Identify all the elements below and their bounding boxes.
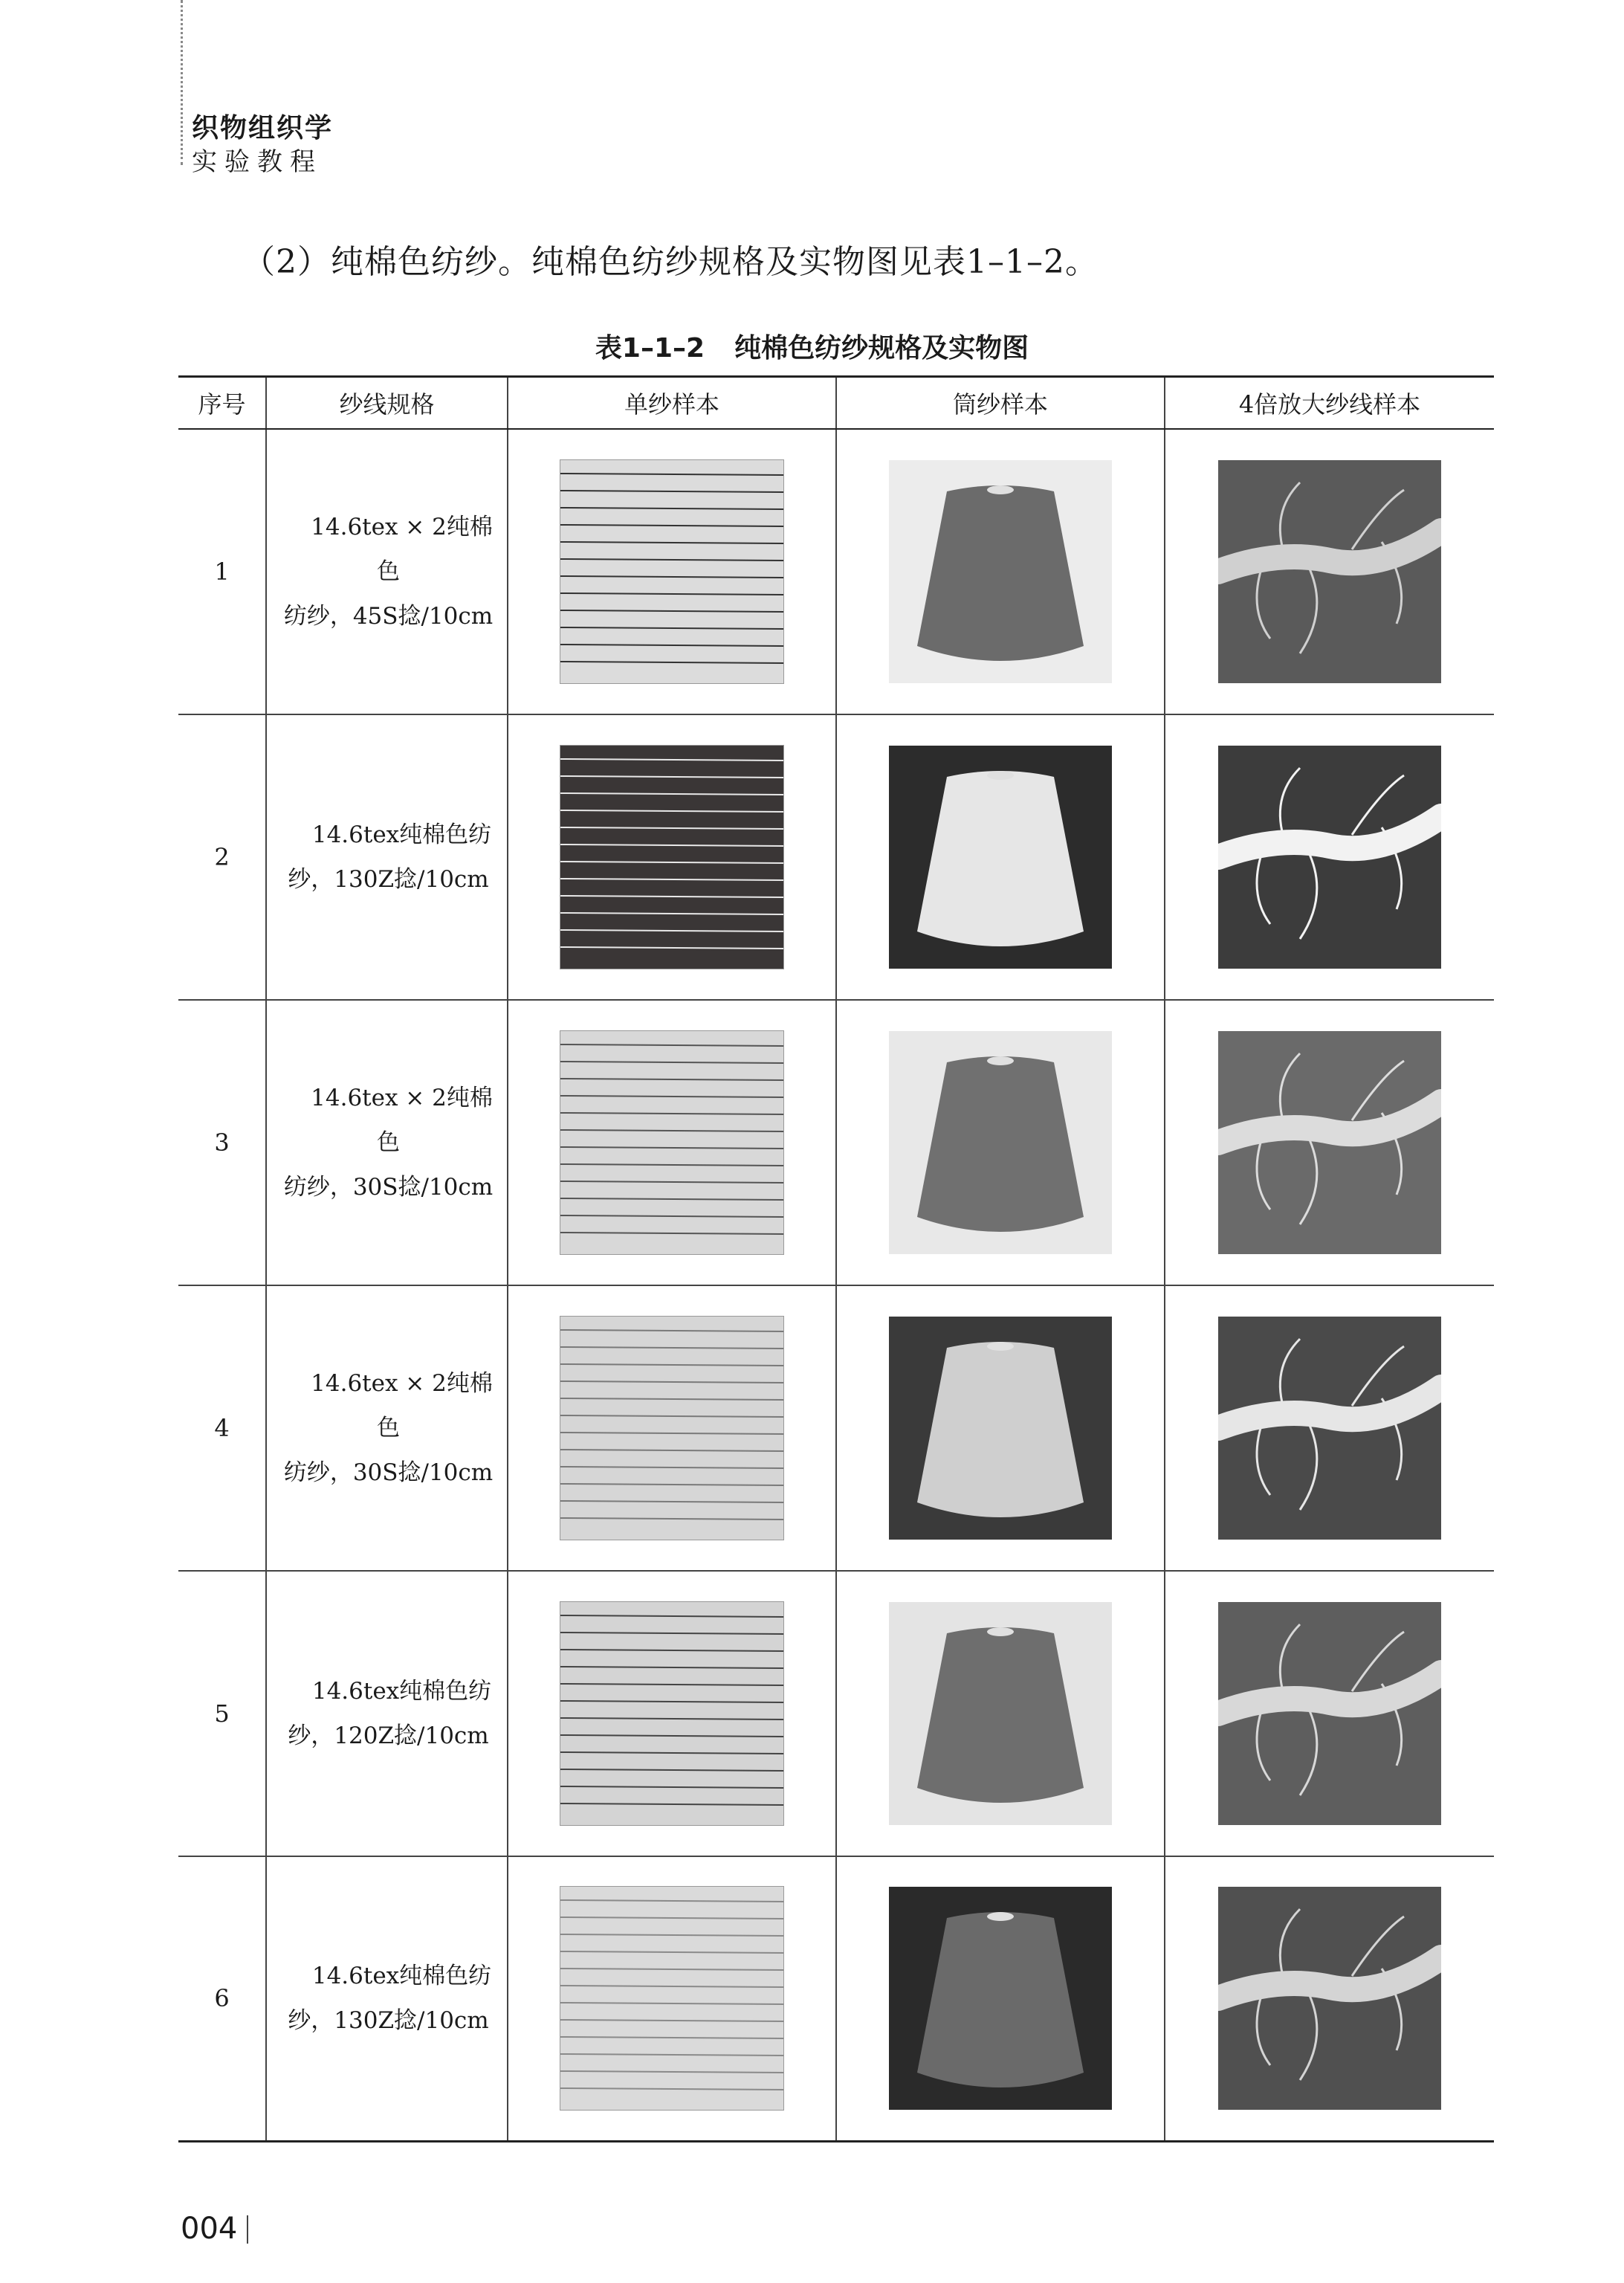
row-yarn-spec bbox=[266, 1571, 508, 1856]
magnified-yarn-cell bbox=[1165, 714, 1494, 1000]
book-subtitle: 实验教程 bbox=[192, 147, 323, 177]
single-yarn-sample-image bbox=[560, 1316, 784, 1540]
magnified-yarn-cell bbox=[1165, 429, 1494, 714]
magnified-yarn-cell bbox=[1165, 1285, 1494, 1571]
yarn-spec-line: 14.6tex × 2纯棉色 bbox=[311, 1369, 493, 1441]
cone-sample-cell bbox=[836, 1285, 1165, 1571]
cone-sample-image bbox=[889, 1317, 1112, 1540]
table-caption bbox=[0, 327, 1624, 365]
single-yarn-sample-image bbox=[560, 1886, 784, 2111]
single-yarn-sample-image bbox=[560, 459, 784, 684]
yarn-spec-line: 纱，120Z捻/10cm bbox=[288, 1722, 489, 1749]
single-yarn-sample-image bbox=[560, 745, 784, 969]
single-yarn-sample-image bbox=[560, 1030, 784, 1255]
page-number: 004 bbox=[181, 2212, 238, 2246]
table-row bbox=[178, 1856, 1494, 2142]
magnified-yarn-image bbox=[1218, 1602, 1441, 1825]
yarn-spec-line: 14.6tex纯棉色纺 bbox=[311, 1677, 492, 1705]
book-title: 织物组织学 bbox=[192, 112, 334, 143]
yarn-spec-line: 纺纱，30S捻/10cm bbox=[283, 1459, 494, 1486]
magnified-yarn-image bbox=[1218, 746, 1441, 969]
magnified-yarn-cell bbox=[1165, 1856, 1494, 2142]
table-row bbox=[178, 429, 1494, 714]
magnified-yarn-image bbox=[1218, 1887, 1441, 2110]
cone-sample-image bbox=[889, 746, 1112, 969]
cone-sample-image bbox=[889, 1887, 1112, 2110]
yarn-spec-line: 14.6tex × 2纯棉色 bbox=[311, 1084, 493, 1156]
row-index: 5 bbox=[178, 1571, 266, 1856]
cone-sample-cell bbox=[836, 1856, 1165, 2142]
table-header-row bbox=[178, 377, 1494, 429]
row-index: 1 bbox=[178, 429, 266, 714]
single-yarn-sample-cell bbox=[508, 1856, 836, 2142]
yarn-spec-line: 14.6tex × 2纯棉色 bbox=[311, 513, 493, 585]
yarn-spec-line: 纱，130Z捻/10cm bbox=[288, 2007, 489, 2035]
cone-sample-cell bbox=[836, 714, 1165, 1000]
single-yarn-sample-cell bbox=[508, 1000, 836, 1285]
table-caption-number: 表1–1–2 bbox=[595, 333, 705, 364]
single-yarn-sample-cell bbox=[508, 714, 836, 1000]
magnified-yarn-image bbox=[1218, 460, 1441, 683]
row-yarn-spec bbox=[266, 714, 508, 1000]
column-header-spec: 纱线规格 bbox=[266, 377, 508, 429]
magnified-yarn-image bbox=[1218, 1031, 1441, 1254]
table-row bbox=[178, 714, 1494, 1000]
yarn-spec-table bbox=[178, 375, 1494, 2142]
table-caption-title: 纯棉色纺纱规格及实物图 bbox=[734, 333, 1029, 364]
single-yarn-sample-cell bbox=[508, 1571, 836, 1856]
single-yarn-sample-image bbox=[560, 1601, 784, 1826]
column-header-index: 序号 bbox=[178, 377, 266, 429]
magnified-yarn-cell bbox=[1165, 1571, 1494, 1856]
page-number-divider bbox=[247, 2215, 248, 2244]
section-heading: （2）纯棉色纺纱。纯棉色纺纱规格及实物图见表1–1–2。 bbox=[242, 243, 1099, 281]
row-yarn-spec bbox=[266, 1856, 508, 2142]
row-yarn-spec bbox=[266, 1285, 508, 1571]
cone-sample-cell bbox=[836, 1571, 1165, 1856]
column-header-single-yarn: 单纱样本 bbox=[508, 377, 836, 429]
cone-sample-image bbox=[889, 1602, 1112, 1825]
yarn-spec-line: 14.6tex纯棉色纺 bbox=[311, 821, 492, 848]
single-yarn-sample-cell bbox=[508, 429, 836, 714]
yarn-spec-line: 14.6tex纯棉色纺 bbox=[311, 1963, 492, 1990]
magnified-yarn-image bbox=[1218, 1317, 1441, 1540]
row-index: 3 bbox=[178, 1000, 266, 1285]
yarn-spec-line: 纺纱，45S捻/10cm bbox=[283, 602, 494, 630]
header-divider bbox=[181, 0, 183, 165]
cone-sample-cell bbox=[836, 429, 1165, 714]
yarn-spec-line: 纺纱，30S捻/10cm bbox=[283, 1173, 494, 1201]
magnified-yarn-cell bbox=[1165, 1000, 1494, 1285]
table-row bbox=[178, 1571, 1494, 1856]
row-index: 4 bbox=[178, 1285, 266, 1571]
cone-sample-cell bbox=[836, 1000, 1165, 1285]
column-header-magnified: 4倍放大纱线样本 bbox=[1165, 377, 1494, 429]
row-yarn-spec bbox=[266, 1000, 508, 1285]
yarn-spec-line: 纱，130Z捻/10cm bbox=[288, 865, 489, 893]
table-row bbox=[178, 1000, 1494, 1285]
row-index: 2 bbox=[178, 714, 266, 1000]
cone-sample-image bbox=[889, 1031, 1112, 1254]
cone-sample-image bbox=[889, 460, 1112, 683]
column-header-cone: 筒纱样本 bbox=[836, 377, 1165, 429]
single-yarn-sample-cell bbox=[508, 1285, 836, 1571]
row-yarn-spec bbox=[266, 429, 508, 714]
row-index: 6 bbox=[178, 1856, 266, 2142]
table-row bbox=[178, 1285, 1494, 1571]
